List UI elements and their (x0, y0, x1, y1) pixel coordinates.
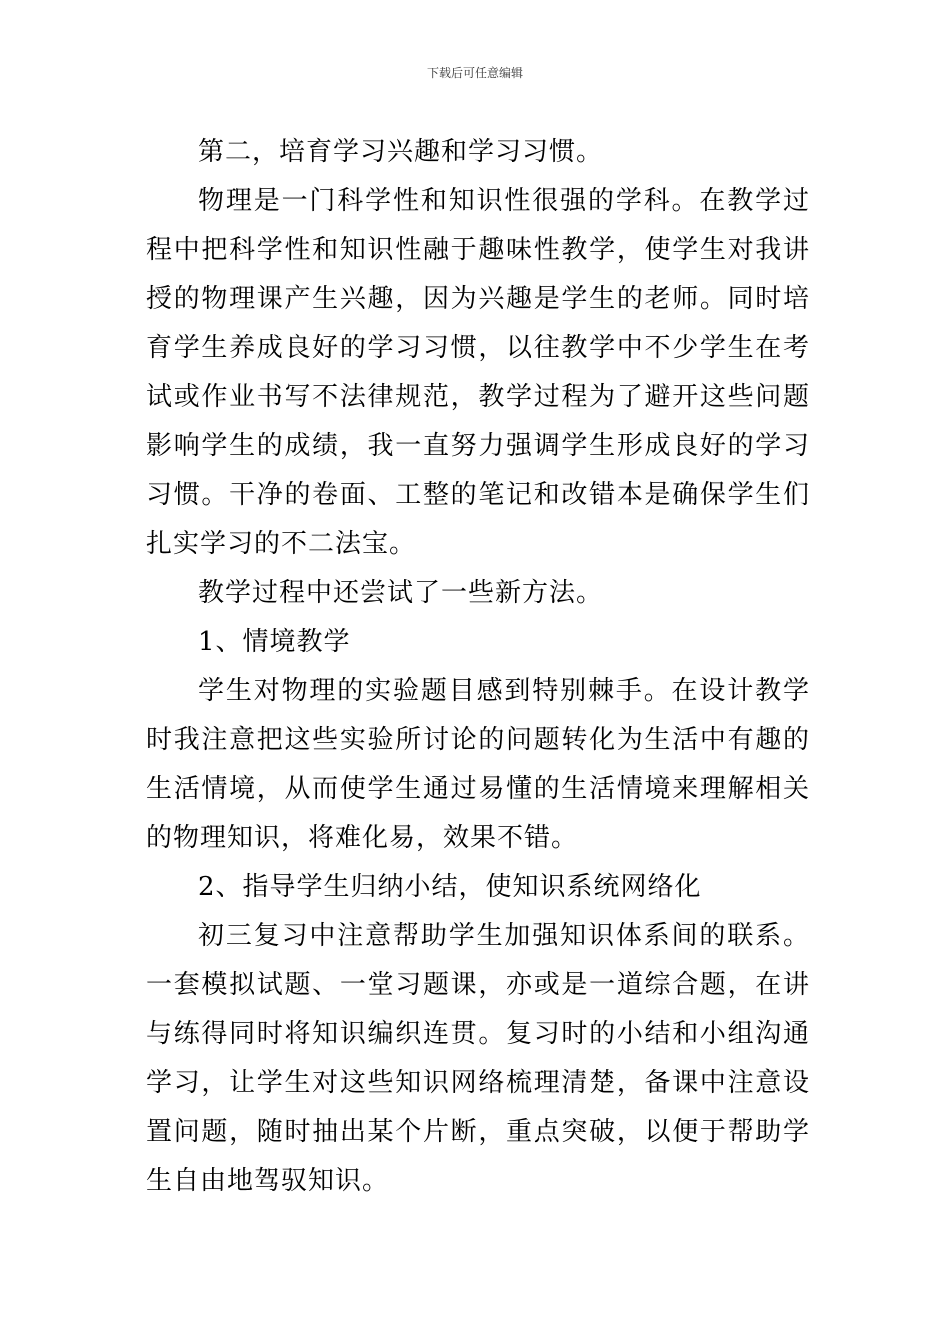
page-header-note: 下载后可任意编辑 (426, 66, 523, 80)
paragraph-5: 初三复习中注意帮助学生加强知识体系间的联系。一套模拟试题、一堂习题课，亦或是一道综合题，在讲与练得同时将知识编织连贯。复习时的小结和小组沟通学习，让学生对这些知识网络梳理清楚，备课中注意设置问题，随时抽出某个片断，重点突破，以便于帮助学生自由地驾驭知识。 (146, 921, 810, 1196)
paragraph-4: 学生对物理的实验题目感到特别棘手。在设计教学时我注意把这些实验所讨论的问题转化为生活中有趣的生活情境，从而使学生通过易懂的生活情境来理解相关的物理知识，将难化易，效果不错。 (146, 676, 810, 853)
section-heading-1: 1、情境教学 (198, 627, 351, 657)
paragraph-1: 第二，培育学习兴趣和学习习惯。 (198, 137, 604, 167)
section-heading-2: 2、指导学生归纳小结，使知识系统网络化 (198, 872, 702, 902)
paragraph-3: 教学过程中还尝试了一些新方法。 (198, 578, 604, 608)
document-body (146, 128, 810, 1206)
paragraph-2: 物理是一门科学性和知识性很强的学科。在教学过程中把科学性和知识性融于趣味性教学，使学生对我讲授的物理课产生兴趣，因为兴趣是学生的老师。同时培育学生养成良好的学习习惯，以往教学中不少学生在考试或作业书写不法律规范，教学过程为了避开这些问题影响学生的成绩，我一直努力强调学生形成良好的学习习惯。干净的卷面、工整的笔记和改错本是确保学生们扎实学习的不二法宝。 (146, 186, 810, 559)
